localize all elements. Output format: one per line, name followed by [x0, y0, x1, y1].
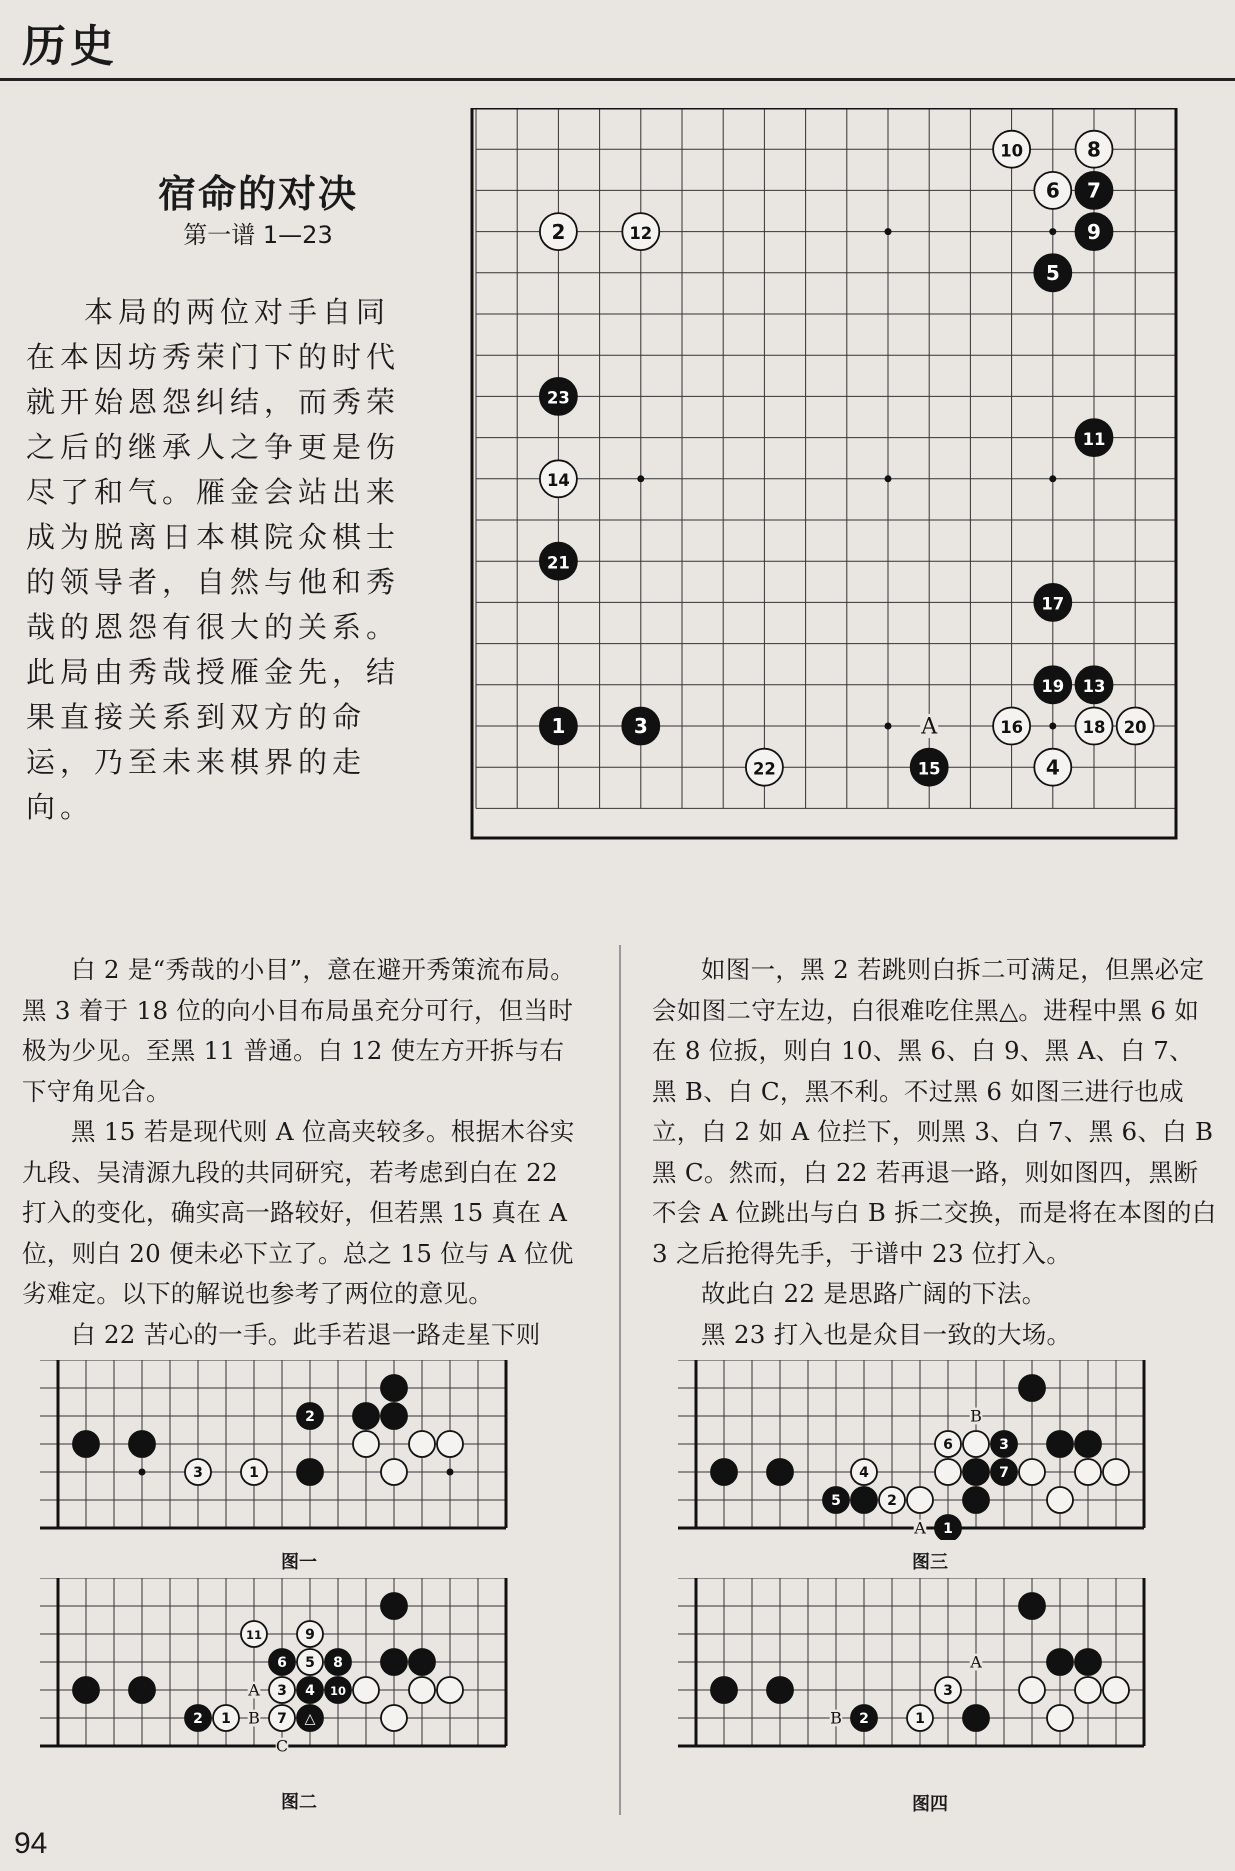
white-stone	[622, 213, 659, 250]
white-stone	[241, 1621, 267, 1647]
white-stone	[437, 1677, 463, 1703]
commentary-paragraph: 黑 15 若是现代则 A 位高夹较多。根据木谷实九段、吴清源九段的共同研究，若考虑到白在 22 打入的变化，确实高一路较好，但若黑 15 真在 A 位，则白 20 便未必下立了。总之 15 位与 A 位优劣难定。以下的解说也参考了两位的意见。	[22, 1117, 575, 1308]
star-point	[1049, 228, 1056, 235]
move-number: 9	[305, 1627, 315, 1644]
diagram-1-label: 图一	[281, 1552, 317, 1573]
black-stone	[540, 543, 577, 580]
star-point	[139, 1469, 146, 1476]
black-stone	[767, 1677, 793, 1703]
white-stone	[185, 1459, 211, 1485]
black-stone	[991, 1431, 1017, 1457]
position-letter: A	[921, 714, 938, 740]
move-number: 8	[1087, 137, 1101, 162]
black-stone	[73, 1677, 99, 1703]
move-number: 3	[193, 1465, 203, 1482]
black-stone	[325, 1649, 351, 1675]
column-divider	[619, 945, 621, 1815]
white-stone	[269, 1677, 295, 1703]
move-number: 6	[277, 1655, 287, 1672]
move-number: 1	[551, 714, 566, 739]
move-number: 22	[752, 759, 776, 779]
black-stone	[185, 1705, 211, 1731]
white-stone	[907, 1705, 933, 1731]
white-stone	[1034, 172, 1071, 209]
black-stone	[1034, 254, 1071, 291]
white-stone	[1019, 1677, 1045, 1703]
star-point	[885, 723, 892, 730]
black-stone	[1076, 666, 1113, 703]
move-number: 4	[1045, 755, 1060, 780]
position-letter: C	[275, 1736, 289, 1756]
white-stone	[1103, 1677, 1129, 1703]
move-number: 2	[305, 1409, 315, 1426]
white-stone	[907, 1487, 933, 1513]
white-stone	[241, 1459, 267, 1485]
black-stone	[1019, 1593, 1045, 1619]
star-point	[447, 1469, 454, 1476]
black-stone	[767, 1459, 793, 1485]
star-point	[1049, 723, 1056, 730]
article-title: 宿命的对决	[157, 171, 358, 216]
white-stone	[353, 1431, 379, 1457]
white-stone	[213, 1705, 239, 1731]
white-stone	[297, 1649, 323, 1675]
star-point	[885, 228, 892, 235]
main-go-board	[470, 108, 1188, 848]
position-letter: B	[830, 1708, 842, 1728]
move-number: 6	[943, 1437, 953, 1454]
black-stone	[540, 378, 577, 415]
black-stone	[297, 1459, 323, 1485]
black-stone	[381, 1403, 407, 1429]
white-stone	[1076, 131, 1113, 168]
white-stone	[540, 460, 577, 497]
white-stone	[935, 1431, 961, 1457]
black-stone	[851, 1487, 877, 1513]
black-stone	[297, 1403, 323, 1429]
white-stone	[1103, 1459, 1129, 1485]
black-stone	[1047, 1431, 1073, 1457]
white-stone	[1117, 708, 1154, 745]
white-stone	[381, 1459, 407, 1485]
position-letter: A	[248, 1680, 260, 1700]
black-stone	[325, 1677, 351, 1703]
move-number: △	[304, 1711, 316, 1728]
move-number: 10	[330, 1684, 346, 1699]
white-stone	[409, 1677, 435, 1703]
black-stone	[711, 1677, 737, 1703]
white-stone	[993, 131, 1030, 168]
white-stone	[746, 749, 783, 786]
intro-paragraph: 本局的两位对手自同在本因坊秀荣门下的时代就开始恩怨纠结，而秀荣之后的继承人之争更是伤尽了和气。雁金会站出来成为脱离日本棋院众棋士的领导者，自然与他和秀哉的恩怨有很大的关系。此局由秀哉授雁金先，结果直接关系到双方的命运，乃至未来棋界的走向。	[26, 295, 401, 824]
white-stone	[381, 1705, 407, 1731]
move-number: 7	[999, 1465, 1009, 1482]
commentary-left-column	[22, 950, 588, 1355]
diagram-2-label: 图二	[281, 1792, 317, 1813]
star-point	[1049, 475, 1056, 482]
move-number: 1	[221, 1711, 231, 1728]
black-stone	[1034, 584, 1071, 621]
move-number: 14	[546, 471, 570, 490]
move-number: 8	[333, 1655, 343, 1672]
commentary-paragraph: 白 22 苦心的一手。此手若退一路走星下则	[71, 1319, 541, 1349]
move-number: 1	[943, 1521, 953, 1538]
white-stone	[879, 1487, 905, 1513]
move-number: 2	[887, 1493, 897, 1510]
move-number: 23	[546, 388, 570, 408]
diagram-2-board	[40, 1578, 555, 1763]
black-stone	[1034, 666, 1071, 703]
position-letter: A	[914, 1518, 926, 1538]
header-rule	[0, 78, 1235, 81]
commentary-paragraph: 白 2 是“秀哉的小目”，意在避开秀策流布局。黑 3 着于 18 位的向小目布局虽充分可行，但当时极为少见。至黑 11 普通。白 12 使左方开拆与右下守角见合。	[22, 955, 576, 1106]
move-number: 10	[1000, 141, 1024, 161]
black-stone	[1076, 213, 1113, 250]
black-stone	[73, 1431, 99, 1457]
move-number: 18	[1082, 718, 1106, 738]
black-stone	[1075, 1431, 1101, 1457]
black-stone	[381, 1649, 407, 1675]
white-stone	[935, 1677, 961, 1703]
black-stone	[711, 1459, 737, 1485]
move-number: 1	[249, 1465, 259, 1482]
diagram-4-board	[678, 1578, 1193, 1763]
black-stone	[622, 708, 659, 745]
diagram-3-board	[678, 1360, 1193, 1540]
commentary-paragraph: 故此白 22 是思路广阔的下法。	[701, 1279, 1047, 1308]
black-stone	[297, 1705, 323, 1731]
white-stone	[540, 213, 577, 250]
move-number: 15	[917, 759, 941, 779]
black-stone	[129, 1431, 155, 1457]
move-number: 5	[305, 1655, 315, 1672]
move-number: 7	[1087, 178, 1101, 203]
move-number: 4	[859, 1465, 869, 1482]
move-number: 2	[859, 1711, 869, 1728]
move-number: 3	[943, 1683, 953, 1700]
commentary-paragraph: 黑 23 打入也是众目一致的大场。	[701, 1319, 1072, 1349]
black-stone	[851, 1705, 877, 1731]
white-stone	[963, 1431, 989, 1457]
white-stone	[1034, 749, 1071, 786]
white-stone	[935, 1459, 961, 1485]
star-point	[637, 475, 644, 482]
black-stone	[1047, 1649, 1073, 1675]
move-number: 1	[915, 1711, 925, 1728]
black-stone	[381, 1375, 407, 1401]
section-header: 历史	[22, 21, 118, 72]
move-number: 11	[246, 1628, 262, 1643]
white-stone	[437, 1431, 463, 1457]
position-letter: A	[970, 1652, 982, 1672]
white-stone	[851, 1459, 877, 1485]
move-number: 20	[1123, 718, 1147, 738]
diagram-1-board	[40, 1360, 555, 1540]
move-number: 12	[629, 223, 653, 243]
diagram-3-label: 图三	[912, 1552, 948, 1573]
position-letter: B	[970, 1406, 982, 1426]
white-stone	[1047, 1705, 1073, 1731]
move-number: 2	[193, 1711, 203, 1728]
white-stone	[353, 1677, 379, 1703]
black-stone	[297, 1677, 323, 1703]
black-stone	[935, 1515, 961, 1540]
commentary-paragraph: 如图一，黑 2 若跳则白拆二可满足，但黑必定会如图二守左边，白很难吃住黑△。进程中黑 6 如在 8 位扳，则白 10、黑 6、白 9、黑 A、白 7、黑 B、白 C，黑不利。不过黑 6 如图三进行也成立，白 2 如 A 位拦下，则黑 3、白 7、黑 6、白 B 黑 C。然而，白 22 若再退一路，则如图四，黑断不会 A 位跳出与白 B 拆二交换，而是将在本图的白 3 之后抢得先手，于谱中 23 位打入。	[652, 955, 1217, 1268]
black-stone	[129, 1677, 155, 1703]
black-stone	[963, 1487, 989, 1513]
article-subtitle: 第一谱 1—23	[183, 221, 333, 249]
page-number: 94	[14, 1827, 48, 1860]
black-stone	[963, 1705, 989, 1731]
move-number: 17	[1041, 594, 1065, 614]
black-stone	[1076, 172, 1113, 209]
move-number: 4	[305, 1683, 315, 1700]
white-stone	[1076, 708, 1113, 745]
move-number: 13	[1082, 677, 1106, 696]
black-stone	[1075, 1649, 1101, 1675]
black-stone	[963, 1459, 989, 1485]
black-stone	[381, 1593, 407, 1619]
move-number: 11	[1082, 429, 1106, 449]
move-number: 5	[1045, 261, 1060, 285]
black-stone	[1019, 1375, 1045, 1401]
black-stone	[823, 1487, 849, 1513]
white-stone	[297, 1621, 323, 1647]
black-stone	[540, 708, 577, 745]
white-stone	[993, 708, 1030, 745]
move-number: 3	[999, 1437, 1009, 1454]
move-number: 5	[831, 1493, 841, 1510]
white-stone	[1019, 1459, 1045, 1485]
white-stone	[1075, 1677, 1101, 1703]
diagram-4-label: 图四	[912, 1794, 948, 1815]
star-point	[885, 475, 892, 482]
black-stone	[911, 749, 948, 786]
move-number: 16	[1000, 718, 1024, 738]
move-number: 3	[277, 1683, 287, 1700]
move-number: 2	[551, 219, 566, 244]
black-stone	[1076, 419, 1113, 456]
black-stone	[353, 1403, 379, 1429]
black-stone	[409, 1649, 435, 1675]
move-number: 9	[1087, 219, 1101, 244]
move-number: 21	[546, 553, 570, 573]
white-stone	[409, 1431, 435, 1457]
commentary-right-column	[652, 950, 1218, 1355]
move-number: 3	[633, 714, 648, 739]
black-stone	[269, 1649, 295, 1675]
white-stone	[1075, 1459, 1101, 1485]
position-letter: B	[248, 1708, 260, 1728]
white-stone	[269, 1705, 295, 1731]
black-stone	[991, 1459, 1017, 1485]
move-number: 6	[1045, 178, 1060, 203]
white-stone	[1047, 1487, 1073, 1513]
move-number: 7	[277, 1711, 287, 1728]
move-number: 19	[1041, 677, 1065, 696]
